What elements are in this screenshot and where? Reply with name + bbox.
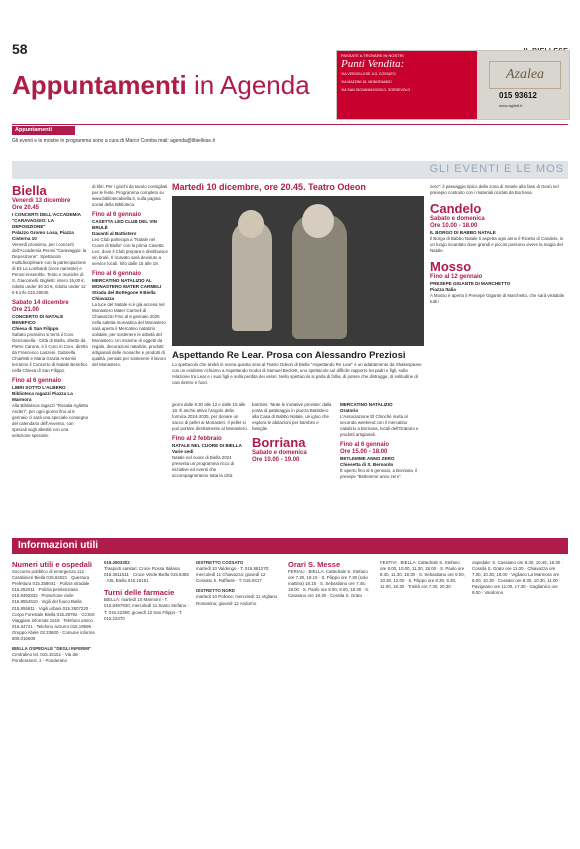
city-heading: Borriana: [252, 435, 306, 450]
column-candelo-mosso: [430, 184, 566, 305]
info-heading: Turni delle farmacie: [104, 588, 175, 598]
section-label: Appuntamenti: [12, 126, 75, 135]
event-text: zero": il paesaggio tipico della zona di Israele alla fase di Gesù nel presepio costruito con i materiali riciclati da Borriana.: [430, 184, 559, 195]
actor-head: [238, 210, 264, 238]
event-text: L'Associazione El Chinché invita al secondo weekend con il mercatino natalizio a Borriana, locali dell'Oratorio e prodotti artigianali.: [340, 414, 419, 437]
page-title: Appuntamenti in Agenda: [12, 70, 310, 100]
event-date: Venerdì 13 dicembre: [12, 198, 71, 204]
column-biella: [12, 184, 88, 439]
event-text: Venerdì prossimo, per i concerti dell'Accademia Perosi "Caravaggio: la Deposizione". Spettacolo multidisciplinare con la partecipazione di Eli La Lombardi (voce narrante) e Perosi ensemble. Testo e musiche di S. Giacomelli. Biglietti: intero 15,00 €, ridotto under 30 10 €, ridotto under 12 5 € info 015.29040.: [12, 242, 87, 295]
event-place: Oratorio: [340, 408, 359, 413]
event-date: Fino al 6 gennaio: [340, 442, 390, 448]
info-subheading: DISTRETTO COSSATO: [196, 560, 244, 565]
event-title: CASETTA LED CLUB DEL VIN BRULÈ: [92, 219, 157, 230]
info-text: Trasporti sanitari: Croce Rossa Italiana 015.3511511 · Croce Verde Biella 015.8455 · ASL Biella 015.15151: [104, 566, 189, 584]
featured-event-text: Lo spettacolo che andrà in scena questa sera al Teatro Odeon di Biella "Aspettando Re Lear" è un adattamento da Shakespeare con un evidente richiamo a Aspettando Godot di Samuel Beckett, uno spettacolo sul difficile rapporto tra padri e figli, sulla relazione tra Lear e i suoi figli e sulla perdita dei valori. Nello spettacolo si parla di follia, di potere che distrugge, di solitudine di casi dentro e fuori.: [172, 362, 422, 385]
section-band: [12, 161, 568, 179]
event-date: Fino al 12 gennaio: [430, 274, 483, 280]
event-title: NATALE NEL CUORE DI BIELLA: [172, 443, 242, 448]
info-heading: Numeri utili e ospedali: [12, 560, 93, 569]
event-text: di libri. Per i giochi da tavolo consigliati per le feste. Programma completo su www.bibliotecabiella.it, sulla pagina social della Biblioteca.: [92, 184, 168, 207]
featured-event-photo: [172, 196, 424, 346]
featured-event-heading: Martedì 10 dicembre, ore 20.45. Teatro Odeon: [172, 182, 366, 192]
info-text: FESTIVI · BIELLA: Cattedrale S. Stefano ore 8.00, 10.00, 11.30, 18.00 · S. Paolo ore 8.30, 11.30, 18.30 · S. Sebastiano ore 9.00, 10.30, 12.00 · S. Filippo ore 8.30, 9.30, 11.00, 18.30 · Trinità ore 7.30, 20.30: [380, 560, 465, 590]
event-date: Fino al 2 febbraio: [172, 436, 222, 442]
page-number: 58: [12, 41, 28, 57]
event-time: Ore 20.45: [12, 205, 40, 211]
info-col-districts: [196, 560, 282, 607]
event-text: Leo Club partecipa a "Natale nel Cuore di Biella" con la prima Casetta Leo, dove il Club prepara e distribuisce vin brulé. Il ricavato sarà devoluto a service locali. Info dalle 15 alle 19.: [92, 237, 168, 266]
ad-website[interactable]: www.agliett.it: [499, 103, 523, 108]
info-col-others: [472, 560, 566, 597]
info-text: FERIALI · BIELLA: Cattedrale S. Stefano ore 7.30, 18.15 · S. Filippo ore 7.30 (solo mattina) 18.15 · S. Sebastiano ore 7.45, 18.00 · S. Paolo ore 8.00, 9.00, 18.30 · S. Cassiano ore 18.30 · Cossila S. Grato: [288, 569, 370, 599]
advertisement[interactable]: [336, 50, 570, 120]
info-subheading: 015.3503302: [104, 560, 130, 565]
info-text: martedì 10 Valdengo - T. 015.881270; mercoledì 11 Chiavazza; giovedì 12 Cossato S. Raffaele - T. 015.9417: [196, 566, 270, 584]
event-title: BETLEMME ANNO ZERO: [340, 456, 395, 461]
column-2: [92, 184, 168, 368]
event-date: Sabato e domenica: [430, 216, 485, 222]
ad-line-2: VIA MAZZINI 15, MONGRANDO: [341, 80, 392, 84]
event-time: Ore 10.00 - 18.00: [430, 223, 478, 229]
info-text: ospedale: S. Cassiano ore 8.30, 10.45, 18.30 · Cossila S. Grato ore 11.00 · Chiavazza ore 7.30, 10.30, 18.00 · Vigliano La Marmora ore 8.00, 10.30 · Cossato ore 8.30, 10.30, 11.00 · Pavignano ore 11.00, 17.30 · Gaglianico ore 9.00 - Vandorno: [472, 560, 563, 596]
info-col-numbers: [12, 560, 98, 664]
event-date: Fino al 6 gennaio: [92, 271, 142, 277]
city-heading: Mosso: [430, 259, 472, 274]
event-text: giorni dalle 8.30 alle 12 e dalle 15 alle 18. È anche attivo l'angolo della formica 2024-2025, per donare un sacco di pellet ai Monasteri. Il pellet si può portare direttamente al Monastero.: [172, 402, 248, 431]
event-place: Piazza Italia: [430, 287, 456, 292]
event-place: Biblioteca ragazzi Piazza La Marmora: [12, 391, 73, 402]
info-subheading: BIELLA OSPEDALE "DEGLI INFERMI": [12, 646, 92, 652]
ad-phone: 015 93612: [499, 91, 537, 100]
event-text: Sabato prossimo si terrà il Coro Genzianella - Città di Biella, diretto da Pietro Carone, e il Coro in Coro, diretto da Francesco Lanzeni. Gabriella Chiarletti e Maria Grazia Antonini terranno il Concerto di Natale Benefico nella Chiesa di San Filippo.: [12, 332, 88, 373]
event-place: Varie sedi: [172, 449, 194, 454]
band-text: GLI EVENTI E LE MOS: [429, 163, 564, 175]
info-text: Soccorso pubblico di emergenza 112 · Carabinieri Biella 015.84021 · Questura Prefettura 015.359041 · Polizia stradale 015.252011 · Polizia penitenziaria 015.8492832 · Protezione civile 015.8554510 · Vigili del fuoco Biella 015.855811 · Vigili urbani 015.3507220 · Corpo Forestale Biella 015.28792 · CCISS Viaggiare informati 1518 · Telefono amico 015.34741 · Telefono azzurro 015.19696 · Gruppo Abele 02.33600 · Comune informa 800.016600: [12, 569, 95, 642]
column-borriana: [252, 402, 336, 464]
city-heading: Biella: [12, 183, 47, 198]
event-place: Palazzo Gromo Losa, Piazza Cisterna 10: [12, 230, 74, 241]
column-3: [172, 402, 248, 479]
event-text: La luce del Natale si è già accesa nel Monastero Mater Carmeli di Chiavazza! Fino al 6 gennaio 2025 nella saletta monastica del Monastero sarà aperto il Mercatino natalizio solidale, per sostenere le attività del Monastero. Un insieme di oggetti da regalo, decorazioni natalizie, prodotti artigianali delle monache e prodotti di qualità, pensati per sostenere il lavoro del Monastero.: [92, 302, 166, 367]
event-date: Sabato e domenica: [252, 450, 307, 456]
event-text: Il Borgo di Babbo Natale ti aspetta ogni anno il Ricetto di Candelo, in un luogo incantato dove grandi e piccini possono vivere la magia del Natale.: [430, 236, 564, 253]
event-time: Ore 15.00 - 18.00: [340, 449, 388, 455]
event-time: Ore 21.00: [12, 307, 40, 313]
event-title: IL BORGO DI BABBO NATALE: [430, 230, 496, 235]
event-title: CONCERTO DI NATALE BENEFICO: [12, 314, 64, 325]
info-col-masses: [288, 560, 374, 599]
info-text: Centralino tel. 015.15151 - Via dei Ponderanesi, 2 - Ponderano: [12, 652, 79, 664]
event-text: A Mosso è aperto il Presepe Gigante di Marchetto, che sarà visitabile tutti i: [430, 293, 565, 304]
event-date: Fino al 6 gennaio: [12, 378, 62, 384]
event-place: Chiesa di San Filippo: [12, 326, 59, 331]
ad-logo: Azalea: [489, 61, 561, 89]
event-title: I CONCERTI DELL'ACCADEMIA "CARAVAGGIO: LA DEPOSIZIONE": [12, 212, 81, 229]
event-title: MERCATINO NATALIZIO AL MONASTERO MATER CARMELI: [92, 278, 162, 289]
ad-punti: Punti Vendita:: [341, 58, 405, 70]
event-time: Ore 10.00 - 19.00: [252, 457, 300, 463]
info-text: BIELLA: martedì 10 Marmoni - T. 015.8497930; mercoledì 11 Santo Stefano - T. 015.22390; giovedì 12 San Filippo - T. 015.22370: [104, 597, 189, 621]
section-intro: Gli eventi e le mostre in programma sono a cura di Marco Comba mail: agenda@ilbiellese.it: [12, 138, 215, 144]
event-title: PRESEPE GIGANTE DI MARCHETTO: [430, 281, 511, 286]
ad-red-panel: [337, 51, 477, 119]
event-text: bambini. Tante le iniziative previste: dalla posta di pattinaggio in piazza Battistero alla Casa di Babbo Natale, un igloo che esplora le abitazioni per bambini e famiglie.: [252, 402, 332, 431]
info-bar: Informazioni utili: [12, 538, 568, 554]
event-text: Natale nel cuore di Biella 2024 presenta un programma ricco di iniziative ed eventi che accompagneranno tutta la città.: [172, 455, 234, 478]
event-text: Alla Biblioteca ragazzi "Rosalia Aglietta Anderi", per ogni giorno fino al 6 gennaio ci sarà una speciale consegna del calendario dell'Avvento, con speciali sugli allestiti con una selezione speciale.: [12, 403, 88, 438]
section-rule: [12, 124, 568, 125]
event-place: Davanti al Battistero: [92, 231, 137, 236]
event-text: È aperto fino al 6 gennaio, a Borriana, il presepe "Betlemme anno zero".: [340, 468, 418, 479]
info-heading: Orari S. Messe: [288, 560, 341, 569]
featured-event-caption: Aspettando Re Lear. Prosa con Alessandro Preziosi: [172, 350, 406, 361]
actor-head: [302, 204, 334, 238]
event-place: Chiesetta di S. Bernardo: [340, 462, 394, 467]
info-col-pharmacies: [104, 560, 190, 622]
info-text: martedì 10 Pollone; mercoledì 11 Vigliano Romanina; giovedì 12 Andorno: [196, 594, 278, 606]
ad-line-1: VIA VERCELLESE 113, COSSATO: [341, 72, 396, 76]
event-date: Fino al 6 gennaio: [92, 212, 142, 218]
ad-line-3: VIA SAN GIOVANNI BOSCO, SORDEVOLO: [341, 88, 411, 92]
city-heading: Candelo: [430, 201, 482, 216]
event-title: LIBRI SOTTO L'ALBERO: [12, 385, 66, 390]
event-title: MERCATINO NATALIZIO: [340, 402, 393, 407]
ad-promo: PASSATE A TROVARE IN NOSTRI: [341, 53, 404, 58]
info-col-festivi: [380, 560, 466, 590]
info-subheading: DISTRETTO NORD: [196, 588, 235, 594]
event-date: Sabato 14 dicembre: [12, 300, 69, 306]
column-5: [340, 402, 424, 480]
event-place: Strada del Bottegone 9 Biella Chiavazza: [92, 290, 156, 301]
